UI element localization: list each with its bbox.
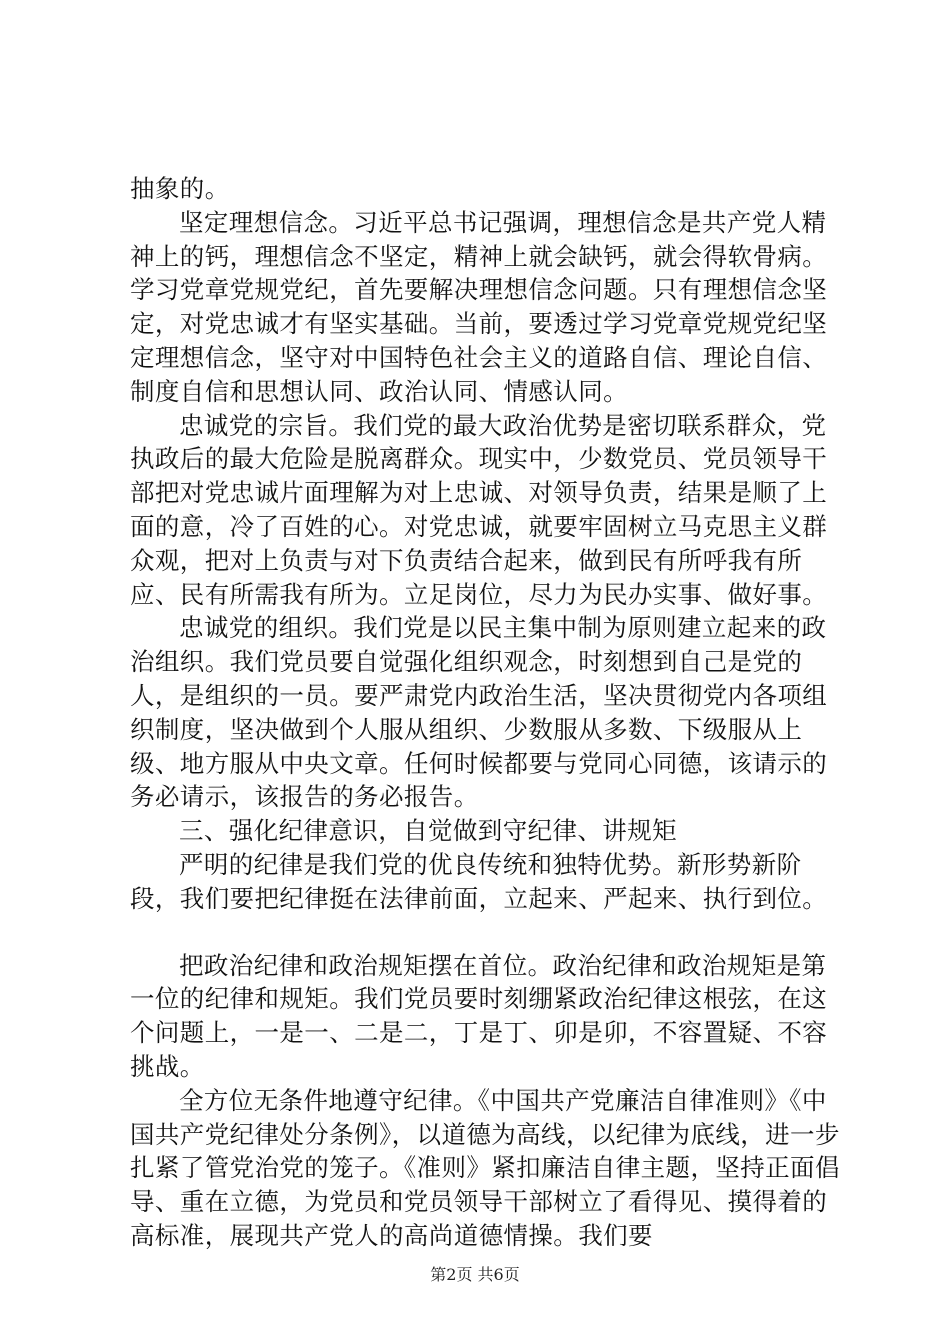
paragraph-continuation: 抽象的。 — [130, 174, 230, 203]
paragraph-discipline-intro: 严明的纪律是我们党的优良传统和独特优势。新形势新阶段，我们要把纪律挺在法律前面，立起来、严起来、执行到位。 — [130, 849, 828, 913]
paragraph-all-round-discipline: 全方位无条件地遵守纪律。《中国共产党廉洁自律准则》《中国共产党纪律处分条例》，以道德为高线，以纪律为底线，进一步扎紧了管党治党的笼子。《准则》紧扣廉洁自律主题，坚持正面倡导、重在立德，为党员和党员领导干部树立了看得见、摸得着的高标准，展现共产党人的高尚道德情操。我们要 — [130, 1085, 840, 1250]
document-body — [130, 172, 850, 1253]
paragraph-purpose: 忠诚党的宗旨。我们党的最大政治优势是密切联系群众，党执政后的最大危险是脱离群众。现实中，少数党员、党员领导干部把对党忠诚片面理解为对上忠诚、对领导负责，结果是顺了上面的意，冷了百姓的心。对党忠诚，就要牢固树立马克思主义群众观，把对上负责与对下负责结合起来，做到民有所呼我有所应、民有所需我有所为。立足岗位，尽力为民办实事、做好事。 — [130, 410, 828, 609]
section-heading: 三、强化纪律意识，自觉做到守纪律、讲规矩 — [179, 816, 677, 846]
paragraph-ideals: 坚定理想信念。习近平总书记强调，理想信念是共产党人精神上的钙，理想信念不坚定，精神上就会缺钙，就会得软骨病。学习党章党规党纪，首先要解决理想信念问题。只有理想信念坚定，对党忠诚才有坚实基础。当前，要透过学习党章党规党纪坚定理想信念，坚守对中国特色社会主义的道路自信、理论自信、制度自信和思想认同、政治认同、情感认同。 — [130, 207, 828, 406]
paragraph-organization: 忠诚党的组织。我们党是以民主集中制为原则建立起来的政治组织。我们党员要自觉强化组织观念，时刻想到自己是党的人，是组织的一员。要严肃党内政治生活，坚决贯彻党内各项组织制度，坚决做到个人服从组织、少数服从多数、下级服从上级、地方服从中央文章。任何时候都要与党同心同德，该请示的务必请示，该报告的务必报告。 — [130, 613, 828, 812]
page-number-footer: 第2页 共6页 — [430, 1265, 520, 1284]
paragraph-political-discipline: 把政治纪律和政治规矩摆在首位。政治纪律和政治规矩是第一位的纪律和规矩。我们党员要时刻绷紧政治纪律这根弦，在这个问题上，一是一、二是二，丁是丁、卯是卯，不容置疑、不容挑战。 — [130, 950, 828, 1081]
